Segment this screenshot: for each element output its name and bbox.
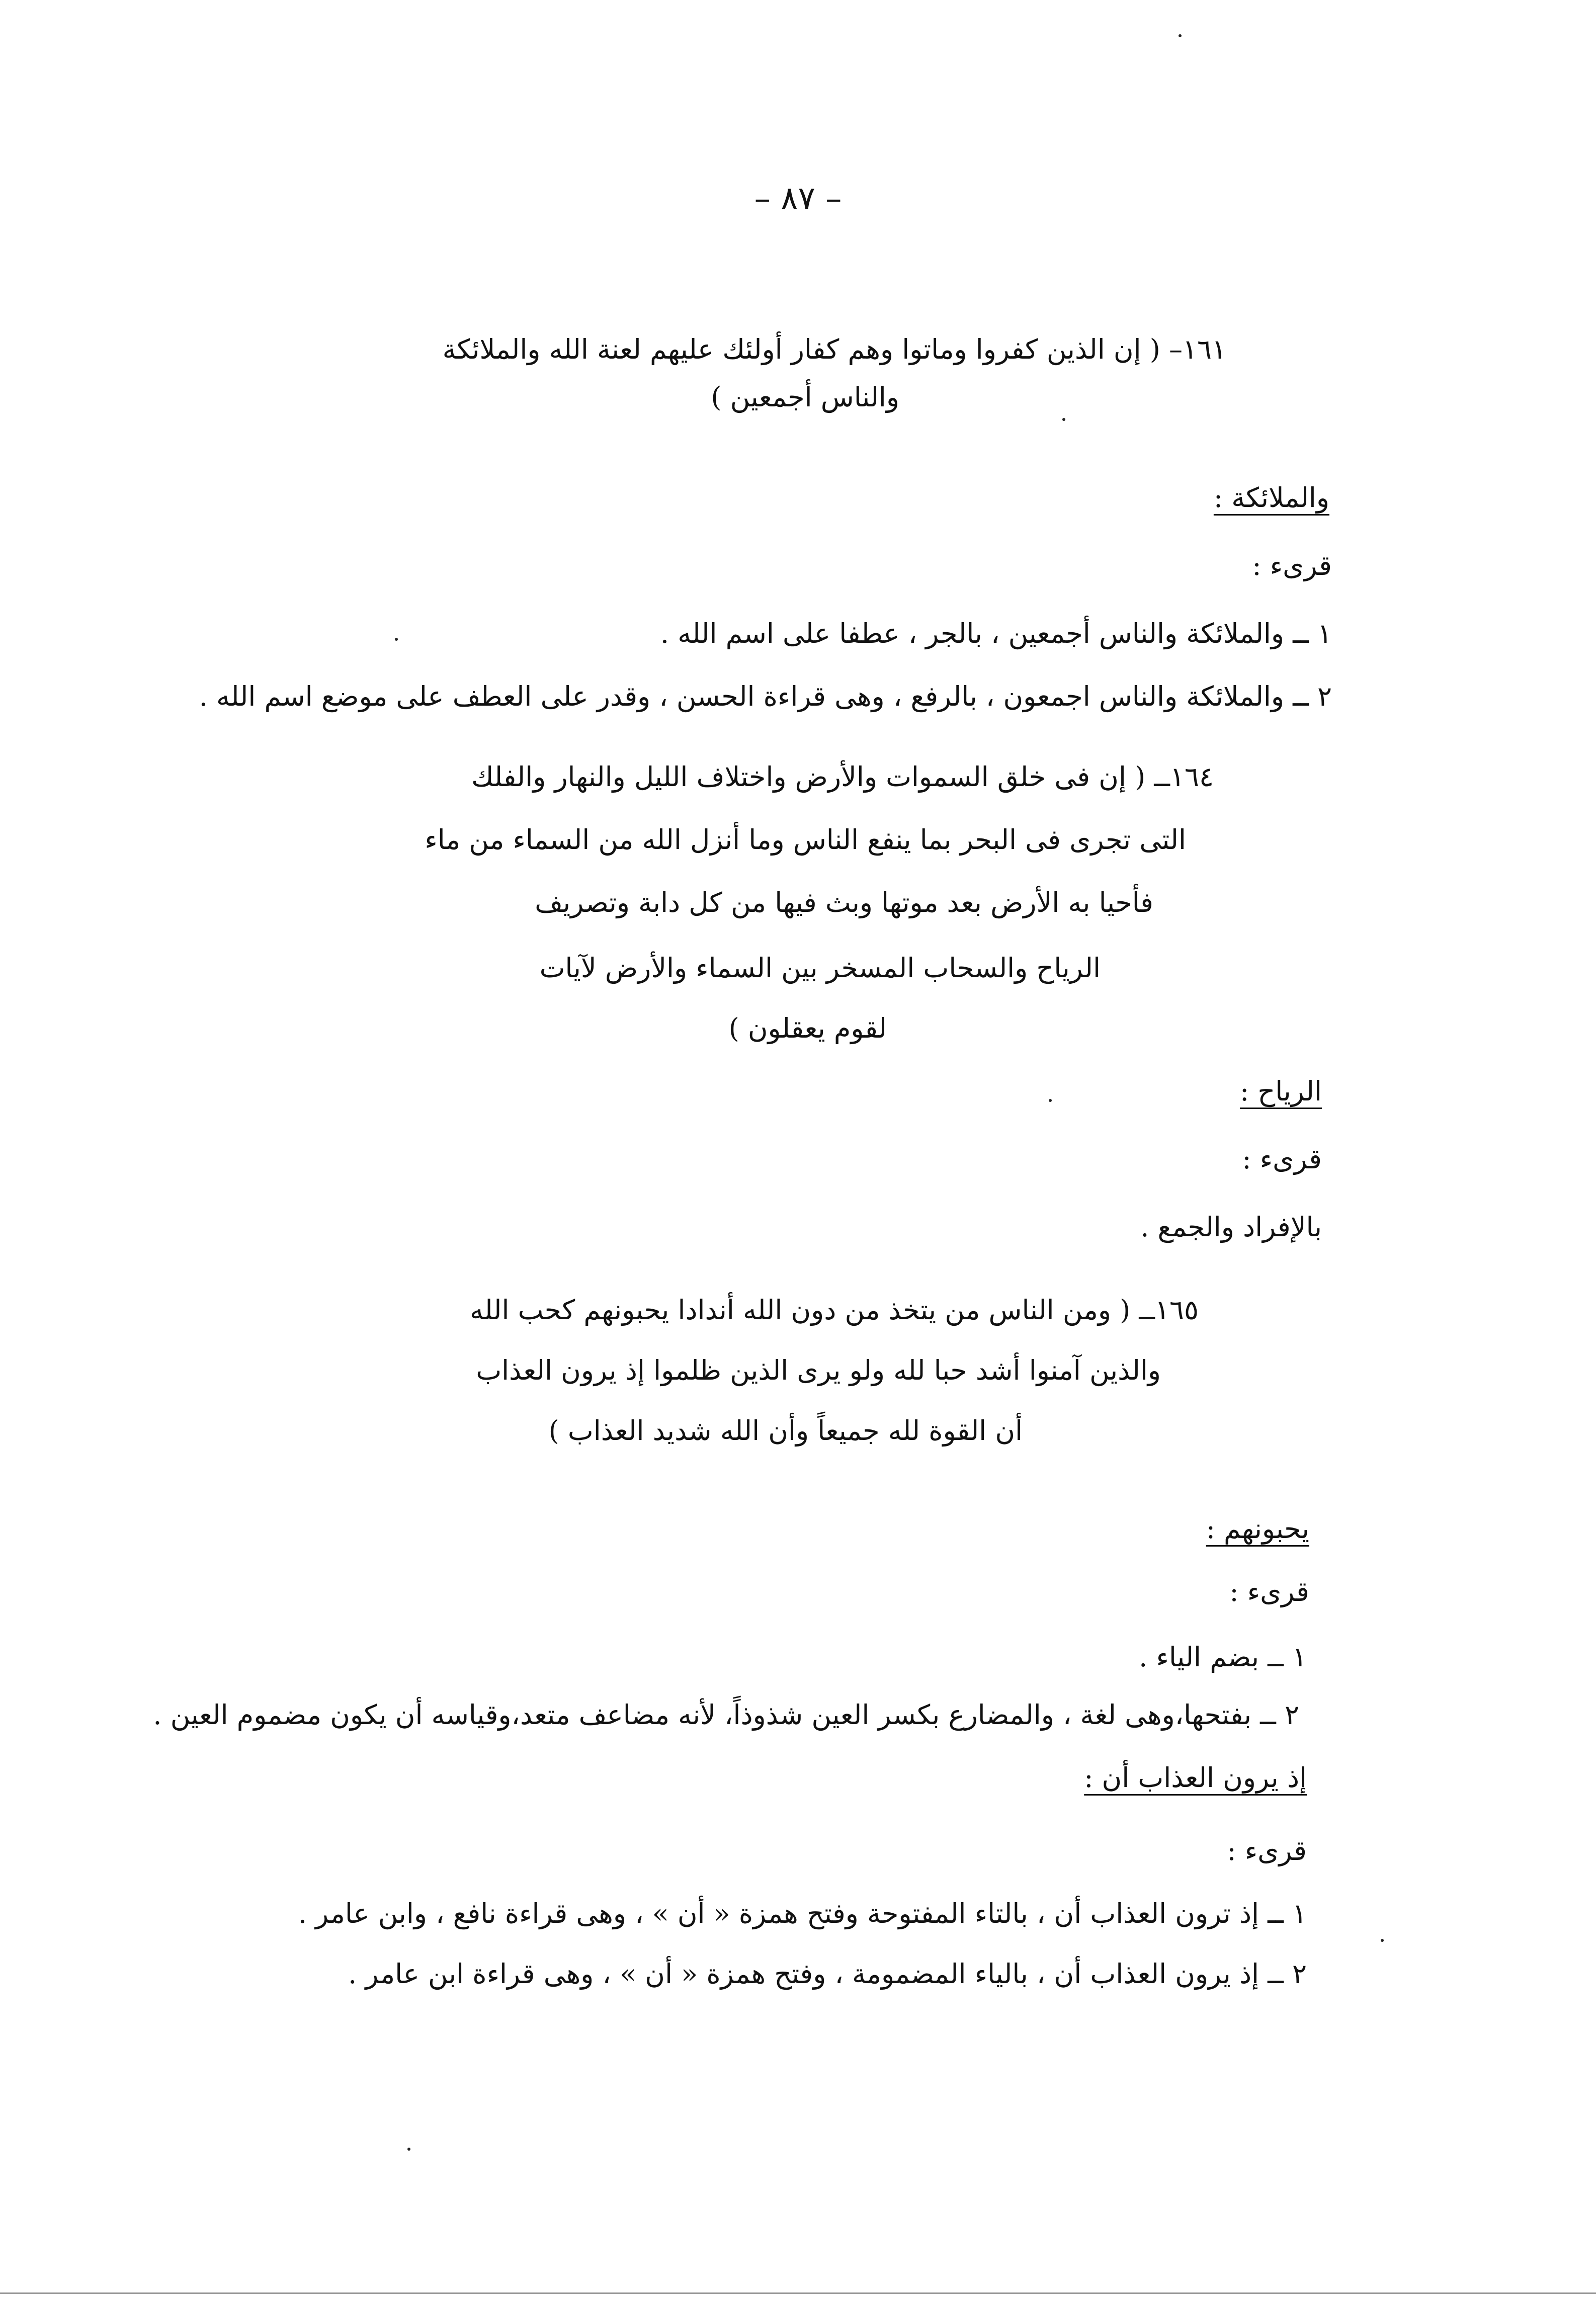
bottom-edge-rule [0,2292,1596,2294]
yuhibbunahum-reading-1: ١ ــ بضم الياء . [1139,1641,1307,1673]
qurie-label-4: قرىء : [1227,1835,1307,1866]
idh-yarawna-reading-1: ١ ــ إذ ترون العذاب أن ، بالتاء المفتوحة وفتح همزة « أن » ، وهى قراءة نافع ، وابن عامر . [298,1898,1307,1929]
scan-speck [1062,418,1065,421]
verse-164-line-1: ١٦٤ــ ( إن فى خلق السموات والأرض واختلاف الليل والنهار والفلك [471,761,1214,793]
verse-164-line-5: لقوم يعقلون ) [728,1012,887,1044]
verse-164-line-4: الرياح والسحاب المسخر بين السماء والأرض لآيات [539,952,1101,984]
verse-165-line-3: أن القوة لله جميعاً وأن الله شديد العذاب ) [548,1415,1023,1447]
verse-165-line-1: ١٦٥ــ ( ومن الناس من يتخذ من دون الله أندادا يحبونهم كحب الله [470,1294,1199,1326]
heading-idh-yarawna: إذ يرون العذاب أن : [1084,1762,1307,1794]
scan-speck [1381,1939,1384,1942]
idh-yarawna-reading-2: ٢ ــ إذ يرون العذاب أن ، بالياء المضمومة ، وفتح همزة « أن » ، وهى قراءة ابن عامر . [348,1958,1307,1990]
malaika-reading-2: ٢ ــ والملائكة والناس اجمعون ، بالرفع ، وهى قراءة الحسن ، وقدر على العطف على موضع اسم الله . [199,680,1332,712]
verse-164-line-3: فأحيا به الأرض بعد موتها وبث فيها من كل دابة وتصريف [535,887,1153,918]
heading-riyah: الرياح : [1240,1075,1322,1107]
verse-161-line-2: والناس أجمعين ) [711,381,899,413]
scan-speck [407,2148,410,2151]
verse-161-line-1: ١٦١– ( إن الذين كفروا وماتوا وهم كفار أولئك عليهم لعنة الله والملائكة [442,333,1226,365]
qurie-label-2: قرىء : [1242,1143,1322,1175]
riyah-reading: بالإفراد والجمع . [1140,1211,1322,1243]
scan-speck [1049,1099,1052,1102]
scan-speck [1179,34,1182,37]
heading-yuhibbunahum: يحبونهم : [1206,1513,1309,1545]
qurie-label-1: قرىء : [1252,550,1332,581]
qurie-label-3: قرىء : [1229,1576,1309,1607]
malaika-reading-1: ١ ــ والملائكة والناس أجمعين ، بالجر ، عطفا على اسم الله . [660,618,1332,649]
verse-164-line-2: التى تجرى فى البحر بما ينفع الناس وما أنزل الله من السماء من ماء [425,824,1186,856]
page-number: – ٨٧ – [754,180,842,217]
yuhibbunahum-reading-2: ٢ ــ بفتحها،وهى لغة ، والمضارع بكسر العين شذوذاً، لأنه مضاعف متعد،وقياسه أن يكون مضموم العين . [153,1699,1299,1731]
verse-165-line-2: والذين آمنوا أشد حبا لله ولو يرى الذين ظلموا إذ يرون العذاب [476,1354,1161,1386]
heading-malaika: والملائكة : [1213,482,1329,514]
scan-speck [395,638,398,641]
